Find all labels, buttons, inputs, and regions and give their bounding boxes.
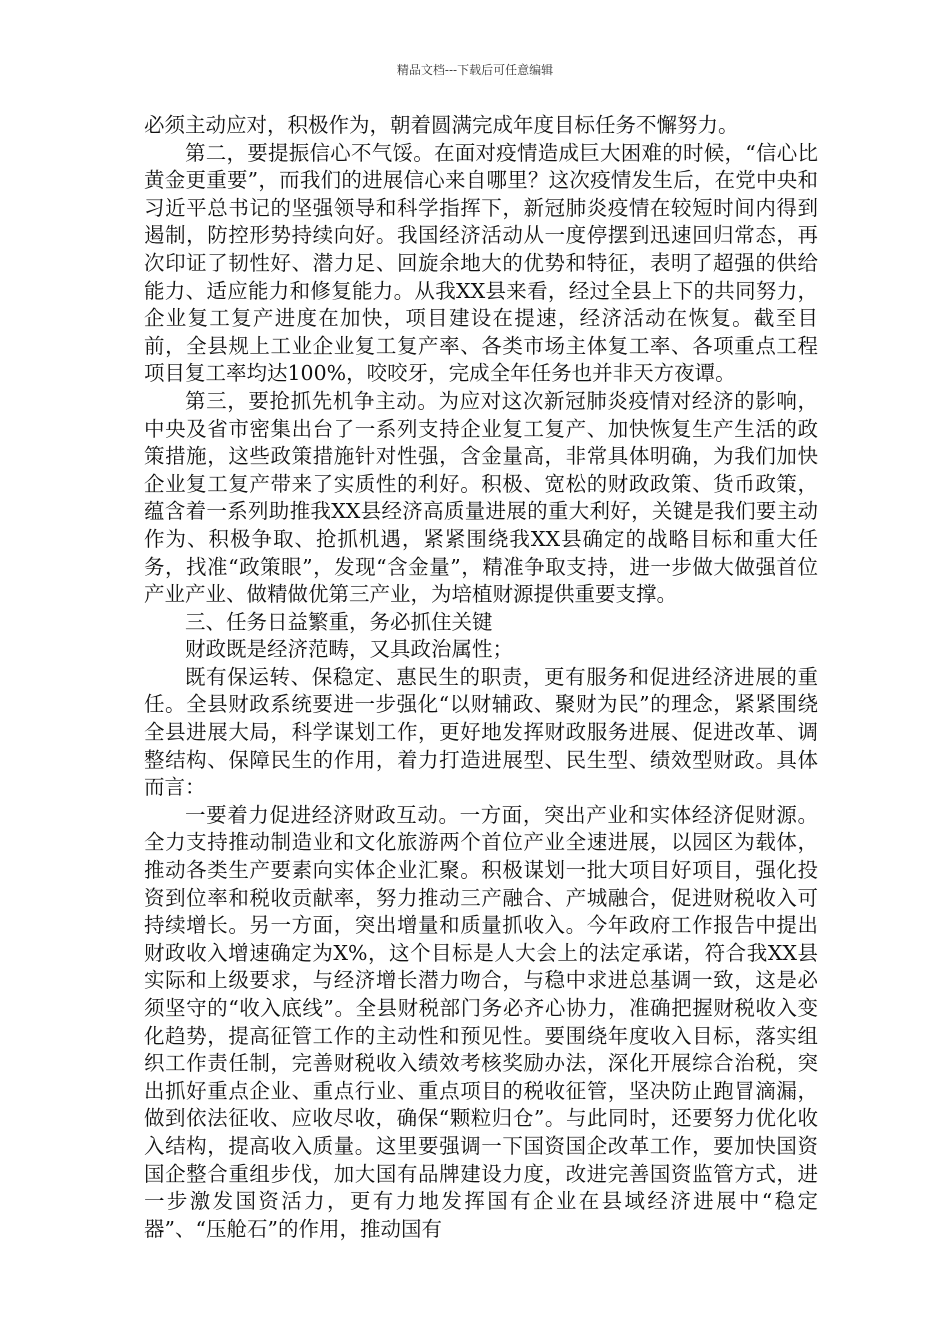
- paragraph-continuation: 必须主动应对，积极作为，朝着圆满完成年度目标任务不懈努力。: [144, 113, 739, 137]
- paragraph-second-point: 第二，要提振信心不气馁。在面对疫情造成巨大困难的时候，“信心比黄金更重要”，而我们的进展信心来自哪里？这次疫情发生后，在党中央和习近平总书记的坚强领导和科学指挥下，新冠肺炎疫情在较短时间内得到遏制，防控形势持续向好。我国经济活动从一度停摆到迅速回归常态，再次印证了韧性好、潜力足、回旋余地大的优势和特征，表明了超强的供给能力、适应能力和修复能力。从我XX县来看，经过全县上下的共同努力，企业复工复产进度在加快，项目建设在提速，经济活动在恢复。截至目前，全县规上工业企业复工复产率、各类市场主体复工率、各项重点工程项目复工率均达100%，咬咬牙，完成全年任务也并非天方夜谭。: [144, 140, 818, 386]
- section-heading-three: 三、任务日益繁重，务必抓住关键: [185, 609, 493, 634]
- document-body: [144, 112, 818, 1243]
- paragraph-finance-duties: 既有保运转、保稳定、惠民生的职责，更有服务和促进经济进展的重任。全县财政系统要进一步强化“以财辅政、聚财为民”的理念，紧紧围绕全县进展大局，科学谋划工作，更好地发挥财政服务进展、促进改革、调整结构、保障民生的作用，着力打造进展型、民生型、绩效型财政。具体而言：: [144, 664, 818, 800]
- page-header: 精品文档---下载后可任意编辑: [396, 63, 554, 77]
- paragraph-finance-nature: 财政既是经济范畴，又具政治属性；: [185, 637, 513, 662]
- paragraph-economic-interaction: 一要着力促进经济财政互动。一方面，突出产业和实体经济促财源。全力支持推动制造业和文化旅游两个首位产业全速进展，以园区为载体，推动各类生产要素向实体企业汇聚。积极谋划一批大项目好项目，强化投资到位率和税收贡献率，努力推动三产融合、产城融合，促进财税收入可持续增长。另一方面，突出增量和质量抓收入。今年政府工作报告中提出财政收入增速确定为X%，这个目标是人大会上的法定承诺，符合我XX县实际和上级要求，与经济增长潜力吻合，与稳中求进总基调一致，这是必须坚守的“收入底线”。全县财税部门务必齐心协力，准确把握财税收入变化趋势，提高征管工作的主动性和预见性。要围绕年度收入目标，落实组织工作责任制，完善财税收入绩效考核奖励办法，深化开展综合治税，突出抓好重点企业、重点行业、重点项目的税收征管，坚决防止跑冒滴漏，做到依法征收、应收尽收，确保“颗粒归仓”。与此同时，还要努力优化收入结构，提高收入质量。这里要强调一下国资国企改革工作，要加快国资国企整合重组步伐，加大国有品牌建设力度，改进完善国资监管方式，进一步激发国资活力，更有力地发挥国有企业在县域经济进展中“稳定器”、“压舱石”的作用，推动国有: [144, 802, 818, 1241]
- paragraph-third-point: 第三，要抢抓先机争主动。为应对这次新冠肺炎疫情对经济的影响，中央及省市密集出台了一系列支持企业复工复产、加快恢复生产生活的政策措施，这些政策措施针对性强，含金量高，非常具体明确，为我们加快企业复工复产带来了实质性的利好。积极、宽松的财政政策、货币政策，蕴含着一系列助推我XX县经济高质量进展的重大利好，关键是我们要主动作为、积极争取、抢抓机遇，紧紧围绕我XX县确定的战略目标和重大任务，找准“政策眼”，发现“含金量”，精准争取支持，进一步做大做强首位产业产业、做精做优第三产业，为培植财源提供重要支撑。: [144, 388, 818, 607]
